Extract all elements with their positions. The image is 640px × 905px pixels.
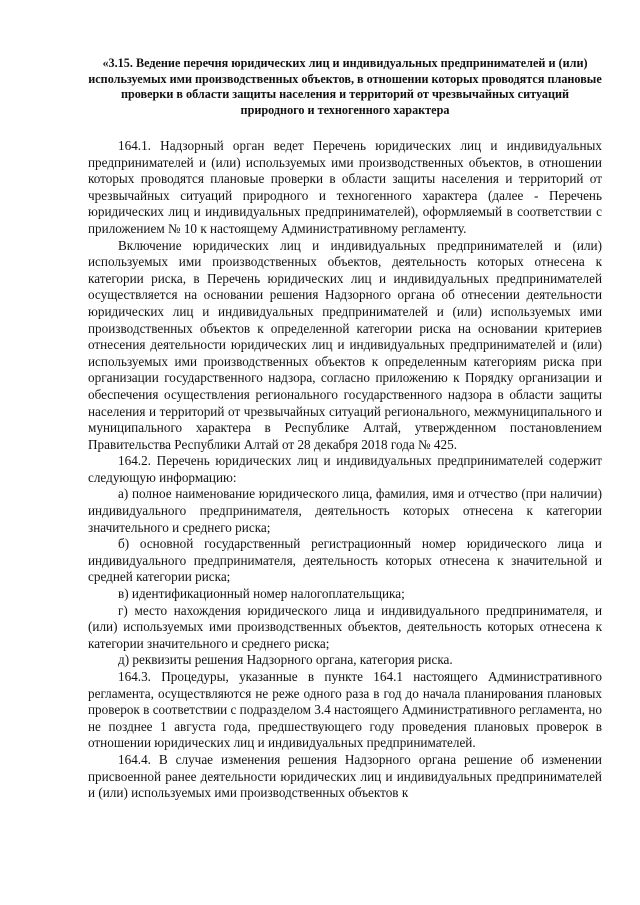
list-item-d: д) реквизиты решения Надзорного органа, категория риска. — [118, 652, 453, 668]
paragraph-164-2: 164.2. Перечень юридических лиц и индивидуальных предпринимателей содержит следующую информацию: — [88, 453, 602, 485]
document-page — [88, 56, 602, 802]
list-item-g: г) место нахождения юридического лица и индивидуального предпринимателя, и (или) используемых ими производственных объектов, деятельность которых отнесена к категории значительного и среднего риска; — [88, 602, 602, 651]
paragraph-164-4: 164.4. В случае изменения решения Надзорного органа решение об изменении присвоенной ранее деятельности юридических лиц и индивидуальных предпринимателей и (или) используемых ими производственных объектов к — [88, 751, 602, 801]
list-item-a: а) полное наименование юридического лица, фамилия, имя и отчество (при наличии) индивидуального предпринимателя, деятельность которых отнесена к категории значительного и среднего риска; — [88, 486, 602, 535]
paragraph-inclusion: Включение юридических лиц и индивидуальных предпринимателей и (или) используемых ими производственных объектов, деятельность которых отнесена к категории риска, в Перечень юридических лиц и индивидуальных предпринимателей осуществляется на основании решения Надзорного органа об отнесении деятельности юридических лиц и индивидуальных предпринимателей и (или) используемых ими производственных объектов к определенной категории риска на основании критериев отнесения деятельности юридических лиц и индивидуальных предпринимателей и (или) используемых ими производственных объектов к определенным категориям риска при организации государственного надзора, согласно приложению к Порядку организации и обеспечения осуществления регионального государственного надзора в области защиты населения и территорий от чрезвычайных ситуаций регионального, межмуниципального и муниципального характера в Республике Алтай, утвержденном постановлением Правительства Республики Алтай от 28 декабря 2018 года № 425. — [88, 237, 602, 452]
list-item-b: б) основной государственный регистрационный номер юридического лица и индивидуального предпринимателя, деятельность которых отнесена к значительной и средней категории риска; — [88, 536, 602, 585]
paragraph-164-3: 164.3. Процедуры, указанные в пункте 164.1 настоящего Административного регламента, осуществляются не реже одного раза в год до начала планирования плановых проверок в соответствии с подразделом 3.4 настоящего Административного регламента, но не позднее 1 августа года, предшествующего году проведения плановых проверок в отношении юридических лиц и индивидуальных предпринимателей. — [88, 669, 602, 751]
list-item-v: в) идентификационный номер налогоплательщика; — [118, 586, 405, 602]
paragraph-164-1: 164.1. Надзорный орган ведет Перечень юридических лиц и индивидуальных предпринимателей и (или) используемых ими производственных объектов, в отношении которых проводятся плановые проверки в области защиты населения и территорий от чрезвычайных ситуаций природного и техногенного характера (далее - Перечень юридических лиц и индивидуальных предпринимателей), оформляемый в соответствии с приложением № 10 к настоящему Административному регламенту. — [88, 138, 602, 236]
section-heading: «3.15. Ведение перечня юридических лиц и индивидуальных предпринимателей и (или) используемых ими производственных объектов, в отношении которых проводятся плановые проверки в области защиты населения и территорий от чрезвычайных ситуаций природного и техногенного характера — [88, 56, 602, 117]
